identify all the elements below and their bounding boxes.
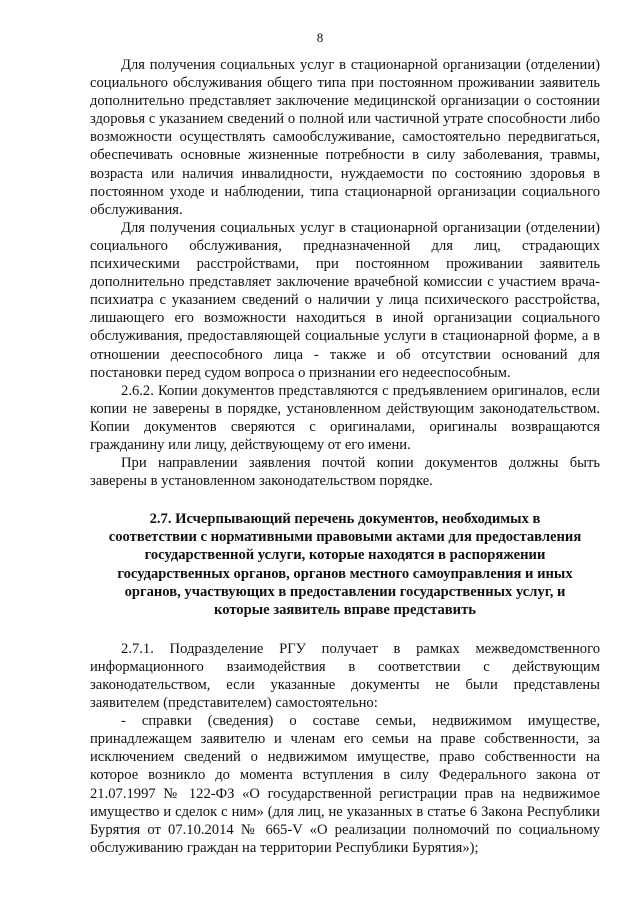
paragraph-stationary-general: Для получения социальных услуг в стационарной организации (отделении) социального обслуживания общего типа при постоянном проживании заявитель дополнительно представляет заключение медицинской организации о состоянии здоровья с указанием сведений о полной или частичной утрате способности либо возможности осуществлять самообслуживание, самостоятельно передвигаться, обеспечивать основные жизненные потребности в силу заболевания, травмы, возраста или наличия инвалидности, нуждаемости по состоянию здоровья в постоянном уходе и наблюдении, типа стационарной организации социального обслуживания. [90, 57, 600, 218]
paragraph-2-6-2: 2.6.2. Копии документов представляются с предъявлением оригиналов, если копии не заверены в порядке, установленном действующим законодательством. Копии документов сверяются с оригиналами, оригиналы возвращаются гражданину или лицу, действующему от его имени. [90, 382, 600, 453]
list-item: - справки (сведения) о составе семьи, недвижимом имуществе, принадлежащем заявителю и членам его семьи на праве собственности, за исключением сведений о недвижимом имуществе, право собственности на которое возникло до момента вступления в силу Федерального закона от 21.07.1997 № 122-ФЗ «О государственной регистрации прав на недвижимое имущество и сделок с ним» (для лиц, не указанных в статье 6 Закона Республики Бурятия от 07.10.2014 № 665-V «О реализации полномочий по социальному обслуживанию граждан на территории Республики Бурятия»); [90, 713, 600, 856]
paragraph-2-7-1: 2.7.1. Подразделение РГУ получает в рамках межведомственного информационного взаимодействия в соответствии с действующим законодательством, если указанные документы не были представлены заявителем (представителем) самостоятельно: [90, 640, 600, 712]
paragraph-stationary-psychiatric: Для получения социальных услуг в стационарной организации (отделении) социального обслуживания, предназначенной для лиц, страдающих психическими расстройствами, при постоянном проживании заявитель дополнительно представляет заключение врачебной комиссии с участием врача-психиатра с указанием сведений о наличии у лица психического расстройства, лишающего его возможности находиться в иной организации социального обслуживания, предоставляющей социальные услуги в стационарной форме, а в отношении дееспособного лица - также и об отсутствии оснований для постановки перед судом вопроса о признании его недееспособным. [90, 219, 600, 381]
paragraph-postal-copies: При направлении заявления почтой копии документов должны быть заверены в установленном законодательством порядке. [90, 455, 600, 490]
page-number: 8 [316, 30, 324, 45]
document-body [90, 56, 600, 857]
section-heading-2-7: 2.7. Исчерпывающий перечень документов, необходимых в соответствии с нормативными правовыми актами для предоставления государственной услуги, которые находятся в распоряжении государственных органов, органов местного самоуправления и иных органов, участвующих в предоставлении государственных услуг, и которые заявитель вправе представить [108, 511, 582, 618]
